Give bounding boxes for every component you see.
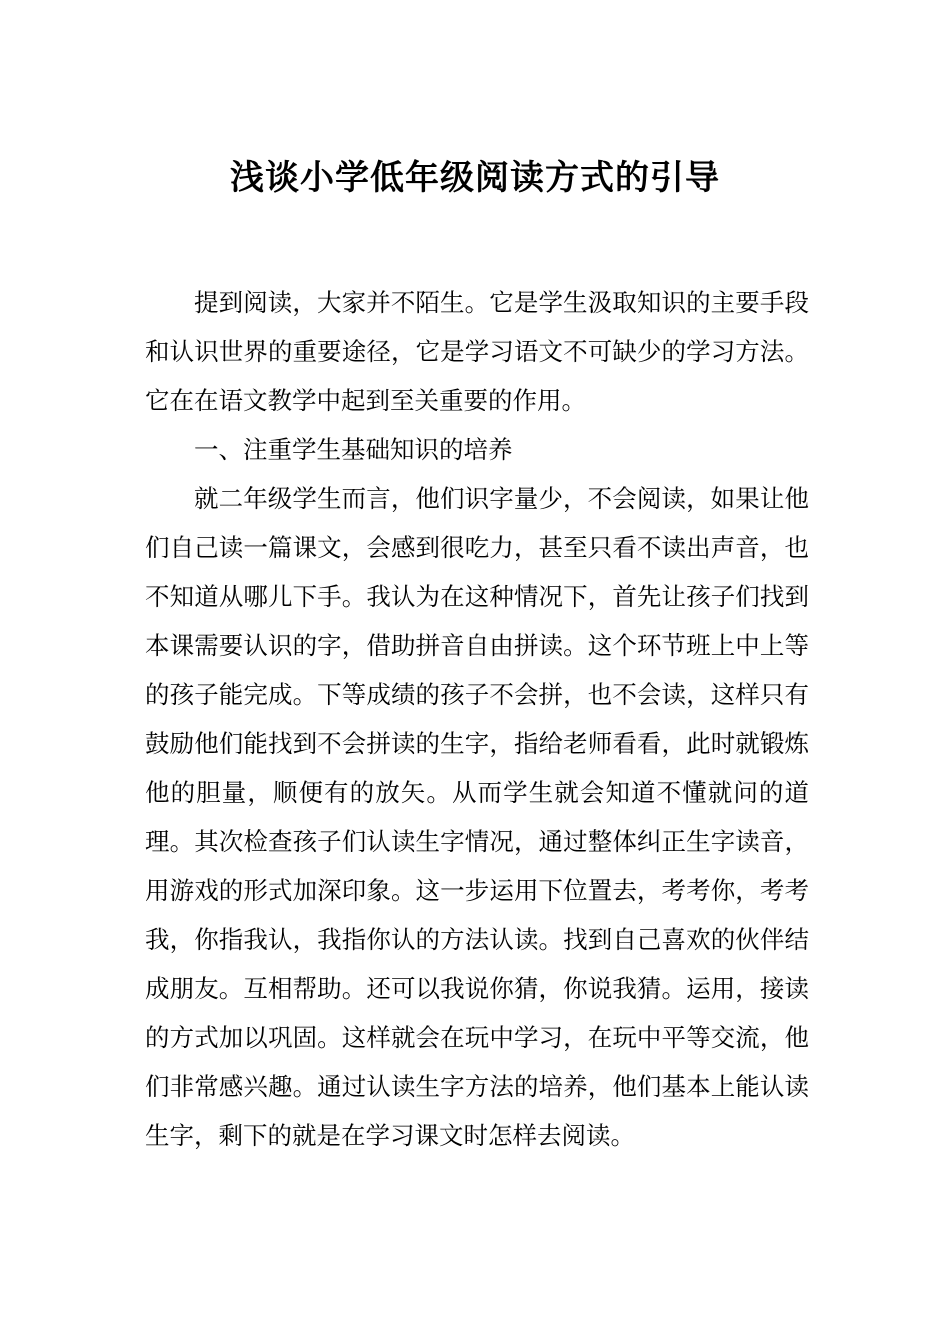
section-heading: 一、注重学生基础知识的培养 [194,435,513,464]
paragraph-section-1: 就二年级学生而言，他们识字量少，不会阅读，如果让他们自己读一篇课文，会感到很吃力，甚至只看不读出声音，也不知道从哪儿下手。我认为在这种情况下，首先让孩子们找到本课需要认识的字，借助拼音自由拼读。这个环节班上中上等的孩子能完成。下等成绩的孩子不会拼，也不会读，这样只有鼓励他们能找到不会拼读的生字，指给老师看看，此时就锻炼他的胆量，顺便有的放矢。从而学生就会知道不懂就问的道理。其次检查孩子们认读生字情况，通过整体纠正生字读音，用游戏的形式加深印象。这一步运用下位置去，考考你，考考我，你指我认，我指你认的方法认读。找到自己喜欢的伙伴结成朋友。互相帮助。还可以我说你猜，你说我猜。运用，接读的方式加以巩固。这样就会在玩中学习，在玩中平等交流，他们非常感兴趣。通过认读生字方法的培养，他们基本上能认读生字，剩下的就是在学习课文时怎样去阅读。 [145,484,809,1150]
document-title: 浅谈小学低年级阅读方式的引导 [230,158,720,198]
paragraph-intro: 提到阅读，大家并不陌生。它是学生汲取知识的主要手段和认识世界的重要途径，它是学习语文不可缺少的学习方法。它在在语文教学中起到至关重要的作用。 [145,288,809,415]
document-body [145,278,809,1160]
